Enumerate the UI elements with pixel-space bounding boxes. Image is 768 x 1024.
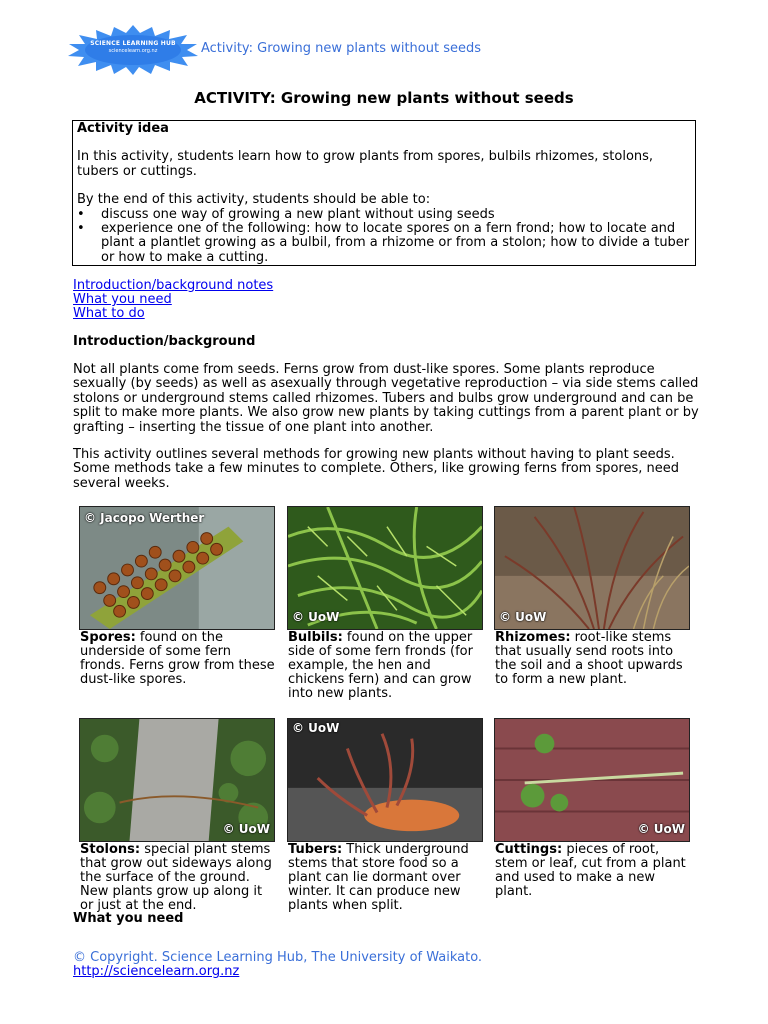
- caption-desc: Thick underground stems that store food so a plant can lie dormant over winter. It can produce new plants when split.: [288, 842, 469, 913]
- activity-idea-box: [72, 120, 696, 266]
- tubers-photo: [287, 718, 483, 842]
- stolons-photo: [79, 718, 275, 842]
- caption-term: Rhizomes:: [495, 630, 571, 645]
- photo-credit: © Jacopo Werther: [84, 511, 205, 525]
- caption-rhizomes: [494, 631, 690, 687]
- outcomes-list: [77, 208, 691, 266]
- logo-title: SCIENCE LEARNING HUB: [90, 40, 176, 47]
- caption-desc: root-like stems that usually send roots into the soil and a shoot upwards to form a new plant.: [495, 630, 683, 687]
- outcome-item: • experience one of the following: how to locate spores on a fern frond; how to locate and plant a plantlet growing as a bulbil, from a rhizome or from a stolon; how to divide a tuber or how to make a cutting.: [77, 222, 691, 265]
- caption-desc: special plant stems that grow out sideways along the surface of the ground. New plants grow up along it or just at the end.: [80, 842, 272, 913]
- introduction-paragraph-1: Not all plants come from seeds. Ferns grow from dust-like spores. Some plants reproduce sexually (by seeds) as well as asexually through vegetative reproduction – via side stems called stolons or underground stems called rhizomes. Tubers and bulbs grow underground and can be split to make more plants. We also grow new plants by taking cuttings from a parent plant or by grafting – inserting the tissue of one plant into another.: [73, 362, 699, 435]
- photo-credit: © UoW: [292, 721, 340, 735]
- introduction-heading: Introduction/background: [73, 334, 256, 349]
- caption-tubers: [287, 843, 483, 913]
- caption-term: Spores:: [80, 630, 136, 645]
- science-learning-hub-logo[interactable]: [66, 24, 200, 76]
- caption-term: Stolons:: [80, 842, 141, 857]
- header-activity-title: Activity: Growing new plants without seeds: [201, 41, 482, 56]
- link-what-you-need[interactable]: What you need: [73, 292, 172, 307]
- photo-card-rhizomes: [494, 506, 690, 687]
- photo-card-bulbils: [287, 506, 483, 701]
- link-introduction[interactable]: Introduction/background notes: [73, 278, 274, 293]
- introduction-paragraph-2: This activity outlines several methods for growing new plants without having to plant seeds. Some methods take a few minutes to complete. Others, like growing ferns from spores, need several weeks.: [73, 447, 680, 491]
- bulbils-photo: [287, 506, 483, 630]
- outcomes-lead: By the end of this activity, students should be able to:: [77, 192, 431, 208]
- photo-credit: © UoW: [222, 822, 270, 836]
- photo-card-stolons: [79, 718, 275, 913]
- page-header: [66, 24, 706, 76]
- what-you-need-heading: What you need: [73, 911, 184, 926]
- link-what-to-do[interactable]: What to do: [73, 306, 145, 321]
- caption-stolons: [79, 843, 275, 913]
- spores-photo: [79, 506, 275, 630]
- logo-url: sciencelearn.org.nz: [108, 48, 158, 54]
- caption-desc: found on the underside of some fern fronds. Ferns grow from these dust-like spores.: [80, 630, 275, 687]
- caption-term: Bulbils:: [288, 630, 343, 645]
- caption-desc: found on the upper side of some fern fronds (for example, the hen and chickens fern) and can grow into new plants.: [288, 630, 473, 701]
- outcome-item: • discuss one way of growing a new plant without using seeds: [77, 208, 691, 222]
- copyright-text: © Copyright. Science Learning Hub, The University of Waikato.: [73, 950, 483, 965]
- photo-credit: © UoW: [292, 610, 340, 624]
- photo-credit: © UoW: [499, 610, 547, 624]
- site-link[interactable]: http://sciencelearn.org.nz: [73, 964, 240, 980]
- page-footer: [73, 951, 482, 980]
- page-title: ACTIVITY: Growing new plants without seeds: [194, 89, 574, 107]
- caption-bulbils: [287, 631, 483, 701]
- section-links: [73, 279, 273, 321]
- caption-cuttings: [494, 843, 690, 899]
- caption-spores: [79, 631, 275, 687]
- caption-term: Tubers:: [288, 842, 343, 857]
- caption-desc: pieces of root, stem or leaf, cut from a plant and used to make a new plant.: [495, 842, 686, 899]
- activity-idea-heading: Activity idea: [77, 121, 169, 136]
- cuttings-photo: [494, 718, 690, 842]
- caption-term: Cuttings:: [495, 842, 563, 857]
- photo-card-spores: [79, 506, 275, 687]
- rhizomes-photo: [494, 506, 690, 630]
- photo-credit: © UoW: [637, 822, 685, 836]
- tuber-image: [288, 719, 482, 841]
- fern-spores-image: [80, 507, 274, 629]
- photo-card-cuttings: [494, 718, 690, 899]
- activity-idea-intro: In this activity, students learn how to grow plants from spores, bulbils rhizomes, stolons, tubers or cuttings.: [77, 149, 654, 179]
- photo-card-tubers: [287, 718, 483, 913]
